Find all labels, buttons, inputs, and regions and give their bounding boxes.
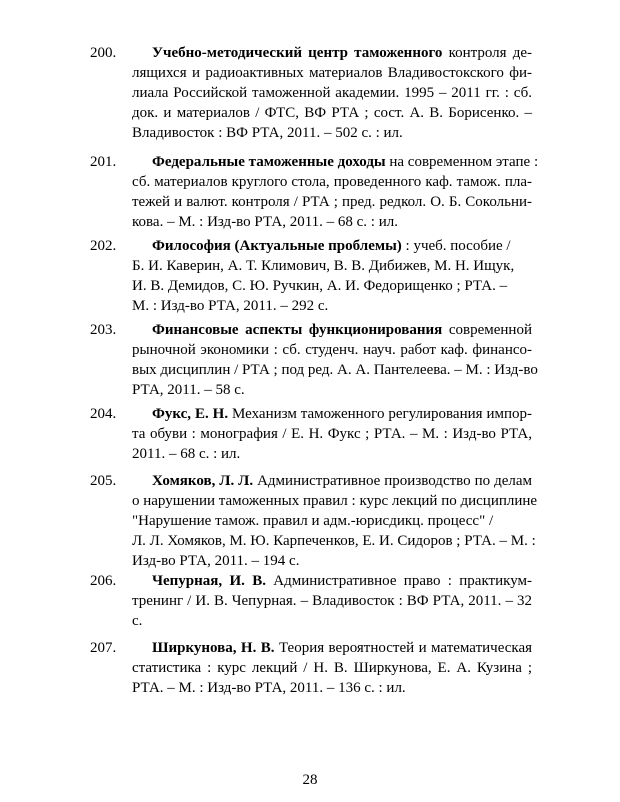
entry-first-line xyxy=(132,471,532,491)
entry-text xyxy=(132,404,532,464)
entry-text xyxy=(132,571,532,631)
entry-lead: Учебно-методический центр таможенного xyxy=(152,45,443,61)
entry-line: 2011. – 68 с. : ил. xyxy=(132,446,241,462)
entry-line: рыночной экономики : сб. студенч. науч. работ каф. финансо- xyxy=(132,342,532,358)
entry-line: М. : Изд-во РТА, 2011. – 292 с. xyxy=(132,298,329,314)
entry-first-line xyxy=(132,152,539,172)
entry-number: 201. xyxy=(90,154,117,170)
entry-lead: Хомяков, Л. Л. xyxy=(152,473,254,489)
entry-text xyxy=(132,236,532,316)
entry-line: с. xyxy=(132,613,143,629)
entry-lead: Чепурная, И. В. xyxy=(152,573,266,589)
entry-number: 204. xyxy=(90,406,117,422)
entry-line: кова. – М. : Изд-во РТА, 2011. – 68 с. : ил. xyxy=(132,214,398,230)
entry-number: 205. xyxy=(90,473,117,489)
entry-first-line xyxy=(132,236,532,256)
entry-first-line xyxy=(132,404,532,424)
entry-number: 200. xyxy=(90,45,117,61)
entry-line: тренинг / И. В. Чепурная. – Владивосток : ВФ РТА, 2011. – 32 xyxy=(132,593,532,609)
entry-first-rest: современной xyxy=(442,322,532,338)
entry-lead: Федеральные таможенные доходы xyxy=(152,154,386,170)
entry-line: вых дисциплин / РТА ; под ред. А. А. Пантелеева. – М. : Изд-во xyxy=(132,362,538,378)
entry-line: Владивосток : ВФ РТА, 2011. – 502 с. : ил. xyxy=(132,125,403,141)
entry-text xyxy=(132,638,532,698)
entry-number: 206. xyxy=(90,573,117,589)
entry-first-line xyxy=(132,571,532,591)
entry-lead: Философия (Актуальные проблемы) xyxy=(152,238,402,254)
entry-text xyxy=(132,43,532,143)
entry-line: док. и материалов / ФТС, ВФ РТА ; сост. А. В. Борисенко. – xyxy=(132,105,532,121)
entry-line: Б. И. Каверин, А. Т. Климович, В. В. Дибижев, М. Н. Ищук, xyxy=(132,258,515,274)
entry-line: лиала Российской таможенной академии. 1995 – 2011 гг. : сб. xyxy=(132,85,532,101)
entry-line: Изд-во РТА, 2011. – 194 с. xyxy=(132,553,300,569)
entry-line: сб. материалов круглого стола, проведенного каф. тамож. пла- xyxy=(132,174,532,190)
entry-first-line xyxy=(132,638,532,658)
entry-line: статистика : курс лекций / Н. В. Ширкунова, Е. А. Кузина ; xyxy=(132,660,532,676)
entry-line: та обуви : монография / Е. Н. Фукс ; РТА. – М. : Изд-во РТА, xyxy=(132,426,532,442)
entry-text xyxy=(132,152,539,232)
entry-number: 202. xyxy=(90,238,117,254)
entry-line: тежей и валют. контроля / РТА ; пред. редкол. О. Б. Сокольни- xyxy=(132,194,532,210)
entry-first-rest: Административное право : практикум- xyxy=(265,573,532,589)
entry-text xyxy=(132,320,538,400)
entry-line: РТА, 2011. – 58 с. xyxy=(132,382,245,398)
entry-first-rest: контроля де- xyxy=(442,45,532,61)
entry-line: о нарушении таможенных правил : курс лекций по дисциплине xyxy=(132,493,538,509)
entry-line: И. В. Демидов, С. Ю. Ручкин, А. И. Федорищенко ; РТА. – xyxy=(132,278,508,294)
entry-first-rest: на современном этапе : xyxy=(385,154,539,170)
entry-line: РТА. – М. : Изд-во РТА, 2011. – 136 с. : ил. xyxy=(132,680,406,696)
entry-first-rest: Теория вероятностей и математическая xyxy=(274,640,532,656)
page-number: 28 xyxy=(302,772,318,788)
entry-lead: Финансовые аспекты функционирования xyxy=(152,322,443,338)
entry-number: 203. xyxy=(90,322,117,338)
entry-first-line xyxy=(132,43,532,63)
entry-first-rest: : учеб. пособие / xyxy=(401,238,511,254)
entry-first-line xyxy=(132,320,532,340)
entry-line: лящихся и радиоактивных материалов Владивостокского фи- xyxy=(132,65,532,81)
entry-lead: Фукс, Е. Н. xyxy=(152,406,229,422)
entry-first-rest: Механизм таможенного регулирования импор- xyxy=(228,406,532,422)
entry-first-rest: Административное производство по делам xyxy=(253,473,533,489)
entry-number: 207. xyxy=(90,640,117,656)
entry-text xyxy=(132,471,538,571)
entry-line: "Нарушение тамож. правил и адм.-юрисдикц. процесс" / xyxy=(132,513,494,529)
entry-line: Л. Л. Хомяков, М. Ю. Карпеченков, Е. И. Сидоров ; РТА. – М. : xyxy=(132,533,536,549)
entry-lead: Ширкунова, Н. В. xyxy=(152,640,275,656)
